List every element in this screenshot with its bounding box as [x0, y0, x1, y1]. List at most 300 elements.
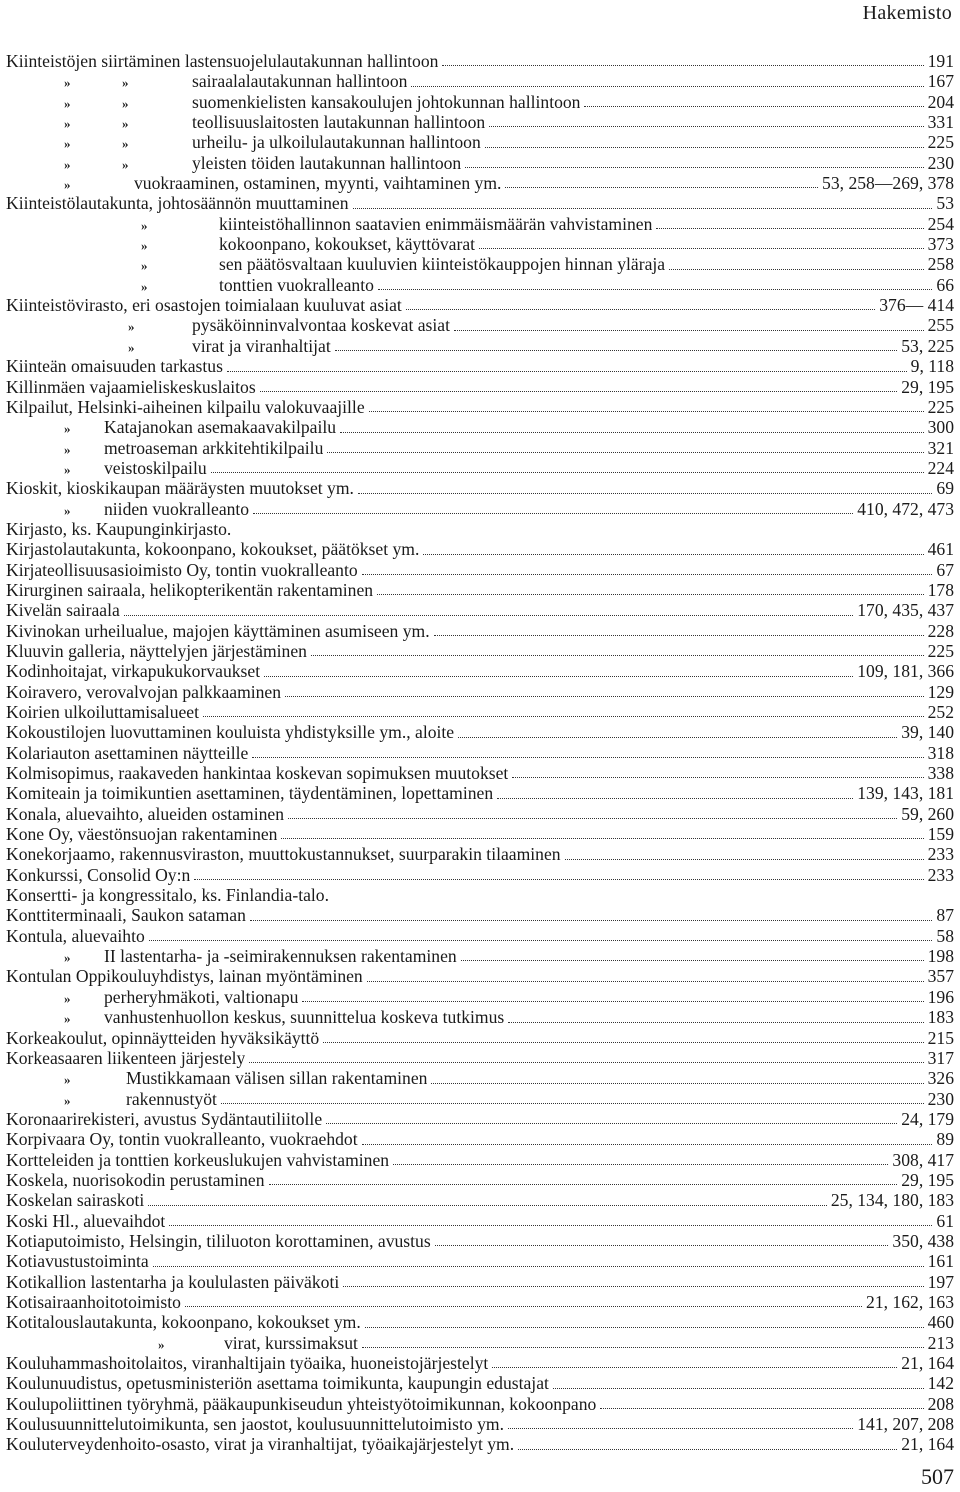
dot-leader [406, 308, 875, 310]
entry-pages: 204 [927, 91, 954, 112]
entry-pages: 29, 195 [901, 1169, 954, 1190]
dot-leader [149, 939, 933, 941]
entry-text: Kontulan Oppikouluyhdistys, lainan myöntäminen [6, 966, 363, 987]
dot-leader [343, 1285, 923, 1287]
dot-leader [479, 247, 924, 249]
entry-text: Kotiavustustoiminta [6, 1251, 149, 1272]
entry-pages: 338 [927, 763, 954, 784]
entry-pages: 350, 438 [892, 1230, 954, 1251]
ditto-mark: » [64, 950, 70, 966]
index-entry [6, 356, 954, 376]
entry-pages: 67 [936, 559, 954, 580]
entry-text: suomenkielisten kansakoulujen johtokunnan hallintoon [192, 91, 581, 112]
entry-pages: 230 [927, 152, 954, 173]
index-entry [6, 438, 954, 458]
entry-pages: 460 [927, 1312, 954, 1333]
entry-pages: 24, 179 [901, 1108, 954, 1129]
index-entry [6, 926, 954, 946]
index-entry [6, 1028, 954, 1048]
index-entry [6, 824, 954, 844]
index-entry [6, 1434, 954, 1454]
index-entry [6, 295, 954, 315]
dot-leader [485, 146, 924, 148]
index-entry [6, 844, 954, 864]
dot-leader [505, 186, 818, 188]
entry-text: Kilpailut, Helsinki-aiheinen kilpailu valokuvaajille [6, 396, 365, 417]
entry-text: Kotisairaanhoitotoimisto [6, 1291, 181, 1312]
index-entry [6, 234, 954, 254]
entry-text: vanhustenhuollon keskus, suunnittelua koskeva tutkimus [104, 1007, 505, 1028]
page-header: Hakemisto [862, 2, 952, 24]
entry-pages: 215 [927, 1027, 954, 1048]
entry-pages: 87 [936, 905, 954, 926]
index-entry [6, 783, 954, 803]
entry-pages: 21, 164 [901, 1353, 954, 1373]
index-entry [6, 946, 954, 966]
entry-text: Koiravero, verovalvojan palkkaaminen [6, 681, 282, 702]
entry-text: Komiteain ja toimikuntien asettaminen, täydentäminen, lopettaminen [6, 783, 494, 804]
entry-text: Koskelan sairaskoti [6, 1190, 145, 1211]
index-entry [6, 804, 954, 824]
ditto-mark: » [64, 1092, 70, 1108]
entry-pages: 159 [927, 824, 954, 845]
entry-text: Kioskit, kioskikaupan määräysten muutokset ym. [6, 478, 354, 499]
index-entry [6, 153, 954, 173]
index-entry [6, 1089, 954, 1109]
entry-text: sen päätösvaltaan kuuluvien kiinteistökauppojen hinnan yläraja [219, 254, 666, 275]
page-number: 507 [921, 1464, 954, 1489]
entry-text: Kone Oy, väestönsuojan rakentaminen [6, 824, 278, 845]
index-entry [6, 682, 954, 702]
dot-leader [411, 85, 923, 87]
entry-text: Korpivaara Oy, tontin vuokralleanto, vuokraehdot [6, 1129, 358, 1150]
entry-text: Konsertti- ja kongressitalo, ks. Finlandia-talo. [6, 885, 329, 906]
entry-pages: 225 [927, 640, 954, 661]
entry-text: Kirjasto, ks. Kaupunginkirjasto. [6, 518, 232, 539]
entry-text: sairaalalautakunnan hallintoon [192, 71, 408, 92]
dot-leader [335, 349, 897, 351]
dot-leader [423, 553, 923, 555]
index-entry [6, 1007, 954, 1027]
dot-leader [518, 1448, 897, 1450]
entry-pages: 197 [927, 1271, 954, 1292]
entry-pages: 230 [927, 1088, 954, 1109]
entry-pages: 224 [927, 457, 954, 478]
index-entry [6, 621, 954, 641]
index-entry [6, 214, 954, 234]
dot-leader [269, 1183, 898, 1185]
dot-leader [221, 1102, 924, 1104]
entry-text: pysäköinninvalvontaa koskevat asiat [192, 315, 450, 336]
index-entry [6, 519, 954, 539]
entry-text: Mustikkamaan välisen sillan rakentaminen [126, 1068, 428, 1089]
index-entry [6, 478, 954, 498]
entry-text: Kolariauton asettaminen näytteille [6, 742, 249, 763]
entry-pages: 318 [927, 742, 954, 763]
entry-pages: 191 [927, 51, 954, 71]
dot-leader [153, 1265, 924, 1267]
ditto-mark: » [64, 441, 70, 457]
dot-leader [185, 1305, 862, 1307]
dot-leader [285, 695, 924, 697]
index-entry [6, 1414, 954, 1434]
dot-leader [669, 268, 924, 270]
dot-leader [508, 1427, 853, 1429]
entry-text: Koirien ulkoiluttamisalueet [6, 702, 199, 722]
dot-leader [600, 1407, 923, 1409]
dot-leader [323, 1041, 923, 1043]
dot-leader [442, 64, 923, 66]
entry-pages: 61 [936, 1210, 954, 1231]
index-entry [6, 1109, 954, 1129]
entry-text: Konttiterminaali, Saukon sataman [6, 905, 246, 926]
entry-pages: 58 [936, 925, 954, 946]
ditto-mark: » [64, 990, 70, 1006]
dot-leader [353, 207, 933, 209]
index-entry [6, 397, 954, 417]
dot-leader [327, 451, 923, 453]
entry-pages: 53, 225 [901, 335, 954, 356]
index-entry [6, 254, 954, 274]
entry-pages: 376— 414 [879, 295, 954, 316]
entry-pages: 178 [927, 579, 954, 600]
entry-pages: 25, 134, 180, 183 [830, 1190, 954, 1211]
ditto-mark: » [64, 177, 70, 193]
dot-leader [434, 634, 924, 636]
entry-text: Konekorjaamo, rakennusviraston, muuttokustannukset, suurparakin tilaaminen [6, 844, 561, 865]
index-entry [6, 1373, 954, 1393]
dot-leader [362, 1346, 924, 1348]
entry-text: kiinteistöhallinnon saatavien enimmäismäärän vahvistaminen [219, 213, 653, 234]
dot-leader [393, 1163, 888, 1165]
index-entry [6, 1251, 954, 1271]
entry-text: Korkeasaaren liikenteen järjestely [6, 1047, 246, 1068]
entry-text: II lastentarha- ja -seimirakennuksen rakentaminen [104, 946, 457, 967]
index-entry [6, 1272, 954, 1292]
ditto-mark: » [128, 319, 134, 335]
entry-pages: 39, 140 [901, 722, 954, 743]
ditto-mark: » [122, 116, 128, 132]
ditto-mark: » [64, 1072, 70, 1088]
entry-pages: 21, 164 [901, 1434, 954, 1455]
ditto-mark: » [64, 1011, 70, 1027]
entry-pages: 129 [927, 681, 954, 702]
index-entry [6, 641, 954, 661]
index-entry [6, 987, 954, 1007]
dot-leader [377, 593, 924, 595]
dot-leader [211, 471, 924, 473]
entry-text: Kotiaputoimisto, Helsingin, tililuoton korottaminen, avustus [6, 1230, 431, 1251]
entry-pages: 21, 162, 163 [866, 1291, 954, 1312]
dot-leader [124, 614, 853, 616]
index-entry [6, 1231, 954, 1251]
entry-text: tonttien vuokralleanto [219, 274, 374, 295]
dot-leader [465, 166, 923, 168]
entry-pages: 308, 417 [892, 1149, 954, 1170]
ditto-mark: » [64, 75, 70, 91]
entry-text: Kivelän sairaala [6, 600, 120, 621]
dot-leader [203, 715, 924, 717]
entry-text: Kotitalouslautakunta, kokoonpano, kokoukset ym. [6, 1312, 361, 1333]
entry-pages: 89 [936, 1129, 954, 1150]
dot-leader [458, 736, 897, 738]
index-entry [6, 1292, 954, 1312]
dot-leader [326, 1122, 897, 1124]
index-entry [6, 112, 954, 132]
entry-pages: 198 [927, 946, 954, 967]
index-entry [6, 193, 954, 213]
dot-leader [288, 817, 897, 819]
index-entry [6, 905, 954, 925]
index-entry [6, 132, 954, 152]
entry-pages: 357 [927, 966, 954, 987]
dot-leader [252, 756, 923, 758]
dot-leader [253, 512, 853, 514]
ditto-mark: » [64, 136, 70, 152]
index-entry [6, 1190, 954, 1210]
ditto-mark: » [64, 116, 70, 132]
ditto-mark: » [122, 136, 128, 152]
entry-pages: 59, 260 [901, 803, 954, 824]
entry-pages: 321 [927, 437, 954, 458]
entry-text: veistoskilpailu [104, 457, 207, 478]
entry-pages: 109, 181, 366 [857, 661, 954, 682]
index-entry [6, 1048, 954, 1068]
entry-text: kokoonpano, kokoukset, käyttövarat [219, 234, 476, 255]
entry-pages: 225 [927, 132, 954, 153]
entry-pages: 161 [927, 1251, 954, 1272]
entry-text: Koulunuudistus, opetusministeriön asettama toimikunta, kaupungin edustajat [6, 1373, 549, 1394]
entry-text: virat, kurssimaksut [224, 1332, 358, 1353]
dot-leader [249, 1061, 923, 1063]
index-entry [6, 580, 954, 600]
entry-pages: 142 [927, 1373, 954, 1394]
dot-leader [194, 878, 923, 880]
index-entry [6, 1129, 954, 1149]
entry-pages: 213 [927, 1332, 954, 1353]
dot-leader [362, 573, 933, 575]
entry-pages: 255 [927, 315, 954, 336]
dot-leader [227, 370, 907, 372]
dot-leader [369, 410, 924, 412]
entry-text: yleisten töiden lautakunnan hallintoon [192, 152, 462, 173]
dot-leader [169, 1224, 932, 1226]
dot-leader [260, 390, 898, 392]
entry-pages: 258 [927, 254, 954, 275]
index-entry [6, 865, 954, 885]
index-entry [6, 275, 954, 295]
entry-text: rakennustyöt [126, 1088, 217, 1109]
dot-leader [656, 227, 923, 229]
index-entry [6, 600, 954, 620]
index-entry [6, 1068, 954, 1088]
entry-text: Kiinteän omaisuuden tarkastus [6, 356, 223, 377]
ditto-mark: » [64, 421, 70, 437]
entry-text: perheryhmäkoti, valtionapu [104, 986, 299, 1007]
entry-text: virat ja viranhaltijat [192, 335, 331, 356]
dot-leader [584, 105, 923, 107]
entry-text: Katajanokan asemakaavakilpailu [104, 417, 337, 438]
ditto-mark: » [158, 1336, 164, 1352]
index-entry [6, 173, 954, 193]
entry-text: Kotikallion lastentarha ja koululasten päiväkoti [6, 1271, 340, 1292]
entry-text: Koskela, nuorisokodin perustaminen [6, 1169, 265, 1190]
index-entry [6, 1394, 954, 1414]
dot-leader [302, 1000, 923, 1002]
entry-pages: 139, 143, 181 [857, 783, 954, 804]
entry-text: Kontula, aluevaihto [6, 925, 145, 946]
dot-leader [461, 959, 924, 961]
index-entry [6, 966, 954, 986]
ditto-mark: » [122, 95, 128, 111]
entry-pages: 373 [927, 234, 954, 255]
entry-pages: 53 [936, 193, 954, 214]
index-entry [6, 1333, 954, 1353]
entry-text: Koulupoliittinen työryhmä, pääkaupunkiseudun yhteistyötoimikunnan, kokoonpano [6, 1393, 597, 1414]
entry-text: Koski Hl., aluevaihdot [6, 1210, 166, 1231]
entry-text: niiden vuokralleanto [104, 498, 250, 519]
dot-leader [358, 492, 932, 494]
entry-text: Kokoustilojen luovuttaminen kouluista yhdistyksille ym., aloite [6, 722, 455, 743]
entry-text: Kouluhammashoitolaitos, viranhaltijain työaika, huoneistojärjestelyt [6, 1353, 489, 1373]
index-entry [6, 336, 954, 356]
entry-pages: 254 [927, 213, 954, 234]
index-entry [6, 499, 954, 519]
entry-pages: 233 [927, 844, 954, 865]
dot-leader [553, 1387, 924, 1389]
entry-pages: 29, 195 [901, 376, 954, 397]
dot-leader [497, 797, 853, 799]
ditto-mark: » [64, 156, 70, 172]
index-entry [6, 51, 954, 71]
ditto-mark: » [64, 95, 70, 111]
entry-text: Kiinteistövirasto, eri osastojen toimialaan kuuluvat asiat [6, 295, 402, 316]
index-entry [6, 417, 954, 437]
entry-text: Killinmäen vajaamieliskeskuslaitos [6, 376, 256, 397]
ditto-mark: » [128, 339, 134, 355]
dot-leader [508, 1021, 923, 1023]
entry-pages: 225 [927, 396, 954, 417]
index-list [6, 51, 954, 1455]
index-entry [6, 1150, 954, 1170]
dot-leader [264, 675, 853, 677]
entry-pages: 326 [927, 1068, 954, 1089]
entry-pages: 53, 258—269, 378 [822, 173, 954, 194]
entry-text: Kirurginen sairaala, helikopterikentän rakentaminen [6, 579, 374, 600]
entry-pages: 196 [927, 986, 954, 1007]
dot-leader [431, 1082, 923, 1084]
dot-leader [565, 858, 924, 860]
entry-text: urheilu- ja ulkoilulautakunnan hallintoon [192, 132, 481, 153]
entry-pages: 461 [927, 539, 954, 560]
entry-pages: 170, 435, 437 [857, 600, 954, 621]
ditto-mark: » [122, 75, 128, 91]
entry-pages: 183 [927, 1007, 954, 1028]
dot-leader [365, 1326, 924, 1328]
entry-pages: 228 [927, 620, 954, 641]
dot-leader [311, 654, 924, 656]
entry-text: teollisuuslaitosten lautakunnan hallintoon [192, 112, 486, 133]
entry-text: Kouluterveydenhoito-osasto, virat ja viranhaltijat, työaikajärjestelyt ym. [6, 1434, 515, 1455]
entry-text: Kiinteistöjen siirtäminen lastensuojelulautakunnan hallintoon [6, 51, 439, 71]
ditto-mark: » [122, 156, 128, 172]
entry-text: metroaseman arkkitehtikilpailu [104, 437, 324, 458]
dot-leader [281, 837, 923, 839]
index-entry [6, 1312, 954, 1332]
entry-text: vuokraaminen, ostaminen, myynti, vaihtaminen ym. [134, 173, 502, 194]
entry-pages: 167 [927, 71, 954, 92]
index-entry [6, 539, 954, 559]
dot-leader [378, 288, 933, 290]
index-entry [6, 377, 954, 397]
dot-leader [148, 1204, 827, 1206]
ditto-mark: » [141, 238, 147, 254]
dot-leader [435, 1244, 889, 1246]
ditto-mark: » [141, 217, 147, 233]
dot-leader [367, 980, 924, 982]
index-entry [6, 743, 954, 763]
entry-text: Kortteleiden ja tonttien korkeuslukujen vahvistaminen [6, 1149, 390, 1170]
entry-text: Kirjateollisuusasioimisto Oy, tontin vuokralleanto [6, 559, 358, 580]
dot-leader [492, 1366, 897, 1368]
index-entry [6, 1211, 954, 1231]
entry-pages: 9, 118 [910, 356, 954, 377]
index-entry [6, 702, 954, 722]
entry-pages: 66 [936, 274, 954, 295]
index-entry [6, 763, 954, 783]
entry-pages: 300 [927, 417, 954, 438]
index-entry [6, 1170, 954, 1190]
index-entry [6, 885, 954, 905]
entry-text: Kirjastolautakunta, kokoonpano, kokoukset, päätökset ym. [6, 539, 420, 560]
entry-text: Kodinhoitajat, virkapukukorvaukset [6, 661, 261, 682]
dot-leader [250, 919, 933, 921]
index-entry [6, 315, 954, 335]
index-entry [6, 560, 954, 580]
entry-text: Konala, aluevaihto, alueiden ostaminen [6, 803, 284, 824]
index-entry [6, 71, 954, 91]
entry-pages: 233 [927, 864, 954, 885]
dot-leader [454, 329, 924, 331]
entry-pages: 141, 207, 208 [857, 1414, 954, 1435]
entry-text: Koulusuunnittelutoimikunta, sen jaostot, koulusuunnittelutoimisto ym. [6, 1414, 504, 1435]
dot-leader [489, 125, 923, 127]
dot-leader [512, 776, 923, 778]
entry-text: Kluuvin galleria, näyttelyjen järjestäminen [6, 640, 307, 661]
index-entry [6, 1353, 954, 1373]
entry-text: Koronaarirekisteri, avustus Sydäntautiliitolle [6, 1108, 323, 1129]
ditto-mark: » [141, 278, 147, 294]
index-entry [6, 722, 954, 742]
entry-text: Korkeakoulut, opinnäytteiden hyväksikäyttö [6, 1027, 320, 1048]
ditto-mark: » [141, 258, 147, 274]
entry-pages: 208 [927, 1393, 954, 1414]
entry-pages: 69 [936, 478, 954, 499]
index-entry [6, 661, 954, 681]
entry-pages: 252 [927, 702, 954, 722]
dot-leader [340, 431, 924, 433]
entry-text: Konkurssi, Consolid Oy:n [6, 864, 191, 885]
entry-text: Kiinteistölautakunta, johtosäännön muuttaminen [6, 193, 349, 214]
ditto-mark: » [64, 461, 70, 477]
dot-leader [362, 1143, 933, 1145]
entry-pages: 410, 472, 473 [857, 498, 954, 519]
index-entry [6, 92, 954, 112]
index-entry [6, 458, 954, 478]
entry-text: Kolmisopimus, raakaveden hankintaa koskevan sopimuksen muutokset [6, 763, 509, 784]
entry-text: Kivinokan urheilualue, majojen käyttäminen asumiseen ym. [6, 620, 430, 641]
entry-pages: 331 [927, 112, 954, 133]
